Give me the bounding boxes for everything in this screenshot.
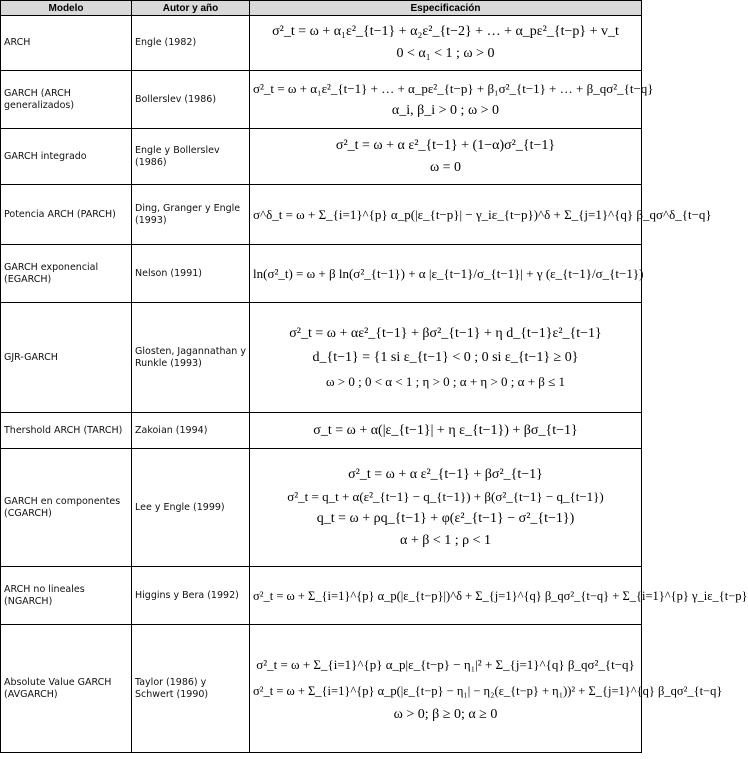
model-author: Taylor (1986) y Schwert (1990) <box>132 625 250 753</box>
model-author: Bollerslev (1986) <box>132 71 250 129</box>
table-row <box>1 245 642 303</box>
spec-equation: ω > 0; β ≥ 0; α ≥ 0 <box>393 706 498 722</box>
model-spec <box>250 71 654 129</box>
spec-equation: ω > 0 ; 0 < α < 1 ; η > 0 ; α + η > 0 ; α + β ≤ 1 <box>325 373 566 389</box>
model-spec <box>250 16 642 71</box>
spec-equation: σ²_t = ω + αε²_{t−1} + βσ²_{t−1} + η d_{t−1}ε²_{t−1} <box>289 325 602 341</box>
table-row <box>1 413 642 449</box>
model-name: Absolute Value GARCH (AVGARCH) <box>1 625 132 753</box>
model-author: Glosten, Jagannathan y Runkle (1993) <box>132 303 250 413</box>
spec-equation: σ_t = ω + α(|ε_{t−1}| + η ε_{t−1}) + βσ_{t−1} <box>313 422 578 438</box>
table-row <box>1 71 642 129</box>
spec-equation: q_t = ω + ρq_{t−1} + φ(ε²_{t−1} − σ²_{t−1}) <box>316 510 575 526</box>
spec-equation: σ²_t = ω + α₁ε²_{t−1} + … + α_pε²_{t−p} + β₁σ²_{t−1} + … + β_qσ²_{t−q} <box>253 80 654 96</box>
spec-equation: σ²_t = ω + Σ_{i=1}^{p} α_p(|ε_{t−p}|)^δ + Σ_{j=1}^{q} β_qσ²_{t−q} + Σ_{i=1}^{p} γ_iε_{t−p} <box>253 588 748 603</box>
model-author: Engle (1982) <box>132 16 250 71</box>
spec-equation: σ²_t = ω + Σ_{i=1}^{p} α_p(|ε_{t−p} − η₁| − η₂(ε_{t−p} + η₁))² + Σ_{j=1}^{q} β_qσ²_{t−q} <box>253 683 723 698</box>
spec-equation: σ²_t = ω + α ε²_{t−1} + βσ²_{t−1} <box>348 466 543 482</box>
model-name: GARCH integrado <box>1 129 132 185</box>
model-author: Lee y Engle (1999) <box>132 449 250 567</box>
spec-equation: σ²_t = ω + α ε²_{t−1} + (1−α)σ²_{t−1} <box>335 137 556 153</box>
spec-equation: 0 < α₁ < 1 ; ω > 0 <box>396 46 495 61</box>
spec-equation: σ²_t = ω + Σ_{i=1}^{p} α_p|ε_{t−p} − η₁|² + Σ_{j=1}^{q} β_qσ²_{t−q} <box>256 656 635 672</box>
table-row <box>1 129 642 185</box>
header-author: Autor y año <box>132 1 250 16</box>
model-name: ARCH <box>1 16 132 71</box>
header-model: Modelo <box>1 1 132 16</box>
model-author: Higgins y Bera (1992) <box>132 567 250 625</box>
table-row <box>1 567 642 625</box>
model-author: Engle y Bollerslev (1986) <box>132 129 250 185</box>
model-spec <box>250 129 642 185</box>
table-row <box>1 625 642 753</box>
spec-equation: ln(σ²_t) = ω + β ln(σ²_{t−1}) + α |ε_{t−1}/σ_{t−1}| + γ (ε_{t−1}/σ_{t−1}) <box>253 265 644 281</box>
model-name: GARCH en componentes (CGARCH) <box>1 449 132 567</box>
model-spec <box>250 567 748 625</box>
spec-equation: σ^δ_t = ω + Σ_{i=1}^{p} α_p(|ε_{t−p}| − γ_iε_{t−p})^δ + Σ_{j=1}^{q} β_qσ^δ_{t−q} <box>253 206 712 222</box>
table-row <box>1 303 642 413</box>
model-name: Potencia ARCH (PARCH) <box>1 185 132 245</box>
model-spec <box>250 413 642 449</box>
model-spec <box>250 185 712 245</box>
model-author: Nelson (1991) <box>132 245 250 303</box>
model-author: Zakoian (1994) <box>132 413 250 449</box>
table-row <box>1 449 642 567</box>
model-spec <box>250 449 642 567</box>
spec-equation: ω = 0 <box>429 159 462 175</box>
model-name: Thershold ARCH (TARCH) <box>1 413 132 449</box>
model-name: GARCH exponencial (EGARCH) <box>1 245 132 303</box>
model-name: ARCH no lineales (NGARCH) <box>1 567 132 625</box>
spec-equation: α + β < 1 ; ρ < 1 <box>399 532 492 548</box>
table-row <box>1 16 642 71</box>
spec-equation: α_i, β_i > 0 ; ω > 0 <box>391 102 500 118</box>
table-header-row <box>1 1 642 16</box>
spec-equation: σ²_t = ω + α₁ε²_{t−1} + α₂ε²_{t−2} + … + α_pε²_{t−p} + v_t <box>272 24 619 39</box>
header-spec: Especificación <box>250 1 642 16</box>
model-spec <box>250 303 642 413</box>
table-row <box>1 185 642 245</box>
spec-equation: σ²_t = q_t + α(ε²_{t−1} − q_{t−1}) + β(σ²_{t−1} − q_{t−1}) <box>287 488 604 504</box>
model-author: Ding, Granger y Engle (1993) <box>132 185 250 245</box>
model-name: GARCH (ARCH generalizados) <box>1 71 132 129</box>
model-name: GJR-GARCH <box>1 303 132 413</box>
model-spec <box>250 625 723 753</box>
model-spec <box>250 245 642 303</box>
spec-equation: d_{t−1} = {1 si ε_{t−1} < 0 ; 0 si ε_{t−1} ≥ 0} <box>312 349 579 365</box>
